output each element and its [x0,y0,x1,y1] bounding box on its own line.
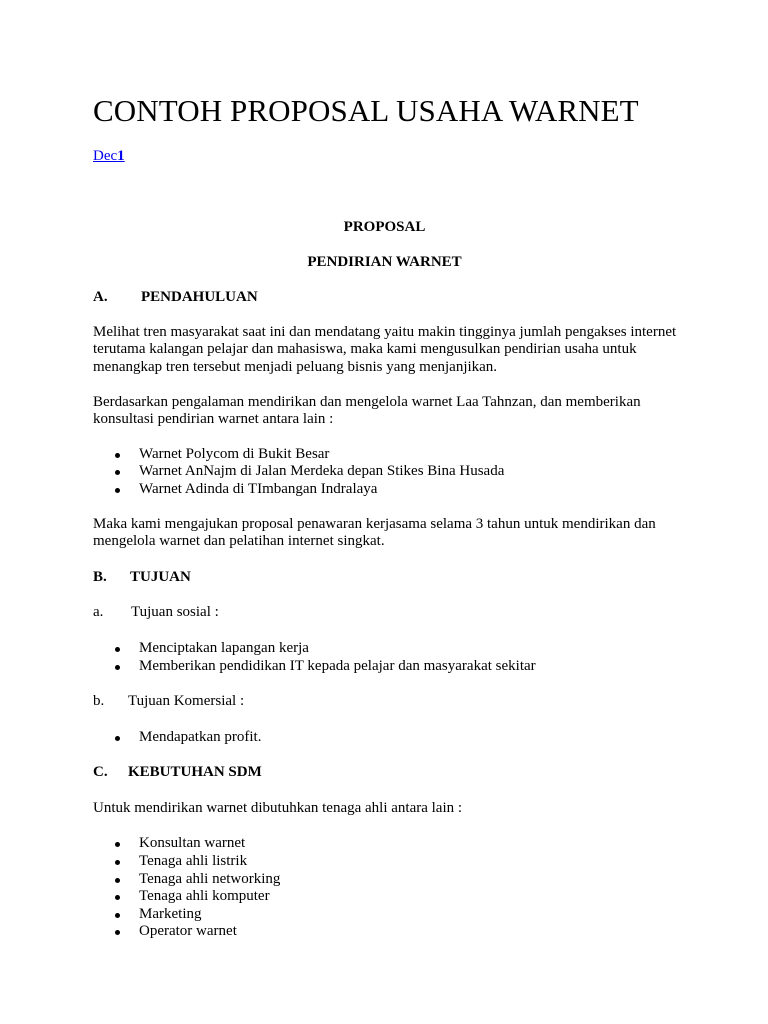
list-item-text: Tenaga ahli networking [139,870,281,887]
list-item [139,906,693,924]
section-b-sub-a [93,604,693,622]
list-item [139,463,693,481]
section-a-paragraph-2: Berdasarkan pengalaman mendirikan dan mengelola warnet Laa Tahnzan, dan memberikan konsultasi pendirian warnet antara lain : [93,393,641,428]
list-item-text: Warnet AnNajm di Jalan Merdeka depan Stikes Bina Husada [139,463,505,480]
bullet-icon [115,930,120,935]
section-b-heading [93,569,693,587]
section-a-paragraph-3: Maka kami mengajukan proposal penawaran kerjasama selama 3 tahun untuk mendirikan dan mengelola warnet dan pelatihan internet singkat. [93,515,656,550]
list-item [139,658,693,676]
list-item [139,835,693,853]
list-item-text: Warnet Adinda di TImbangan Indralaya [139,480,378,497]
date-link[interactable] [93,147,125,165]
section-c-heading [93,764,693,782]
bullet-icon [115,878,120,883]
section-c-list [93,835,693,941]
list-item-text: Konsultan warnet [139,835,246,852]
bullet-icon [115,488,120,493]
bullet-icon [115,842,120,847]
bullet-icon [115,453,120,458]
section-b-sub-b [93,693,693,711]
bullet-icon [115,913,120,918]
list-item [139,729,693,747]
list-item-text: Warnet Polycom di Bukit Besar [139,445,330,462]
date-month: Dec [93,148,118,164]
list-item-text: Mendapatkan profit. [139,728,262,745]
section-c-paragraph-1: Untuk mendirikan warnet dibutuhkan tenaga ahli antara lain : [93,799,463,816]
section-c-label: KEBUTUHAN SDM [128,764,262,781]
bullet-icon [115,647,120,652]
section-b-number: B. [93,568,107,585]
section-b-sub-a-list [93,640,693,675]
bullet-icon [115,736,120,741]
section-a-heading [93,289,693,307]
section-b-sub-b-number: b. [93,693,105,710]
document-body [93,219,693,941]
proposal-heading: PROPOSAL [343,219,426,235]
list-item [139,640,693,658]
section-c-number: C. [93,764,108,781]
list-item [139,853,693,871]
section-b-sub-b-list [93,729,693,747]
section-b-sub-a-label: Tujuan sosial : [131,604,219,621]
list-item-text: Tenaga ahli listrik [139,853,248,870]
list-item-text: Marketing [139,905,202,922]
section-a-label: PENDAHULUAN [141,289,258,306]
bullet-icon [115,895,120,900]
section-b-label: TUJUAN [130,568,191,585]
list-item-text: Tenaga ahli komputer [139,888,270,905]
section-a-paragraph-1: Melihat tren masyarakat saat ini dan mendatang yaitu makin tingginya jumlah pengakses internet terutama kalangan pelajar dan mahasiswa, maka kami mengusulkan pendirian usaha untuk menangkap tren tersebut menjadi peluang bisnis yang menjanjikan. [93,323,677,375]
bullet-icon [115,470,120,475]
document-title: CONTOH PROPOSAL USAHA WARNET [93,93,639,128]
bullet-icon [115,665,120,670]
list-item [139,481,693,499]
list-item [139,888,693,906]
section-b-sub-b-label: Tujuan Komersial : [128,693,245,710]
section-a-list [93,446,693,499]
list-item-text: Memberikan pendidikan IT kepada pelajar dan masyarakat sekitar [139,657,536,674]
list-item [139,923,693,941]
bullet-icon [115,860,120,865]
list-item [139,446,693,464]
section-b-sub-a-number: a. [93,604,104,621]
list-item-text: Operator warnet [139,923,237,940]
date-day: 1 [117,148,125,164]
proposal-subheading: PENDIRIAN WARNET [307,253,462,270]
list-item-text: Menciptakan lapangan kerja [139,639,309,656]
list-item [139,871,693,889]
section-a-number: A. [93,289,108,306]
